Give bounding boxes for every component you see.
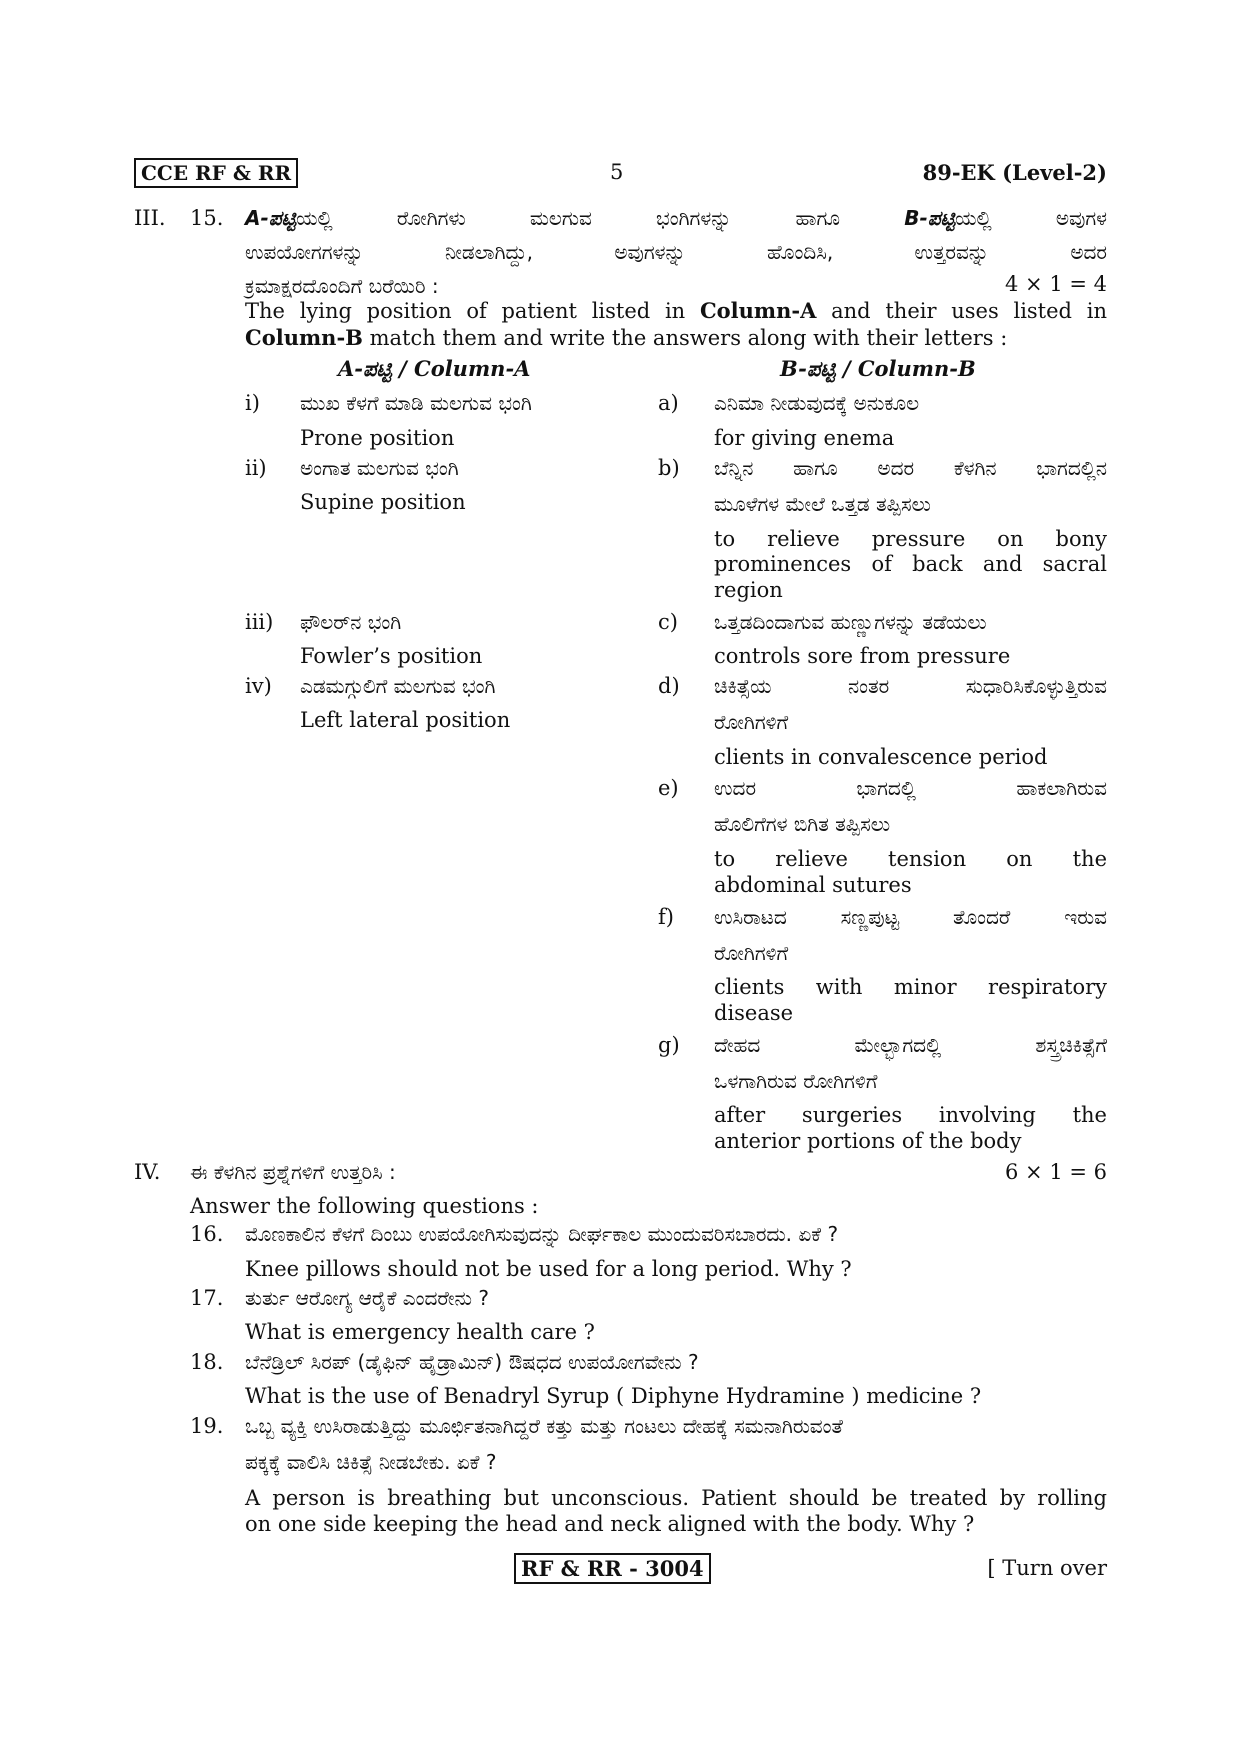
col-a-item-iii-kn: ಫೌಲರ್‌ನ ಭಂಗಿ — [300, 610, 402, 634]
col-b-item-d-kn1: ಚಿಕಿತ್ಸೆಯ ನಂತರ ಸುಧಾರಿಸಿಕೊಳ್ಳುತ್ತಿರುವ — [714, 674, 1107, 698]
col-b-label-b: b) — [658, 456, 680, 480]
q18-text-en: What is the use of Benadryl Syrup ( Diphyne Hydramine ) medicine ? — [245, 1384, 982, 1408]
q15-instruction-kn-line2: ಉಪಯೋಗಗಳನ್ನು ನೀಡಲಾಗಿದ್ದು, ಅವುಗಳನ್ನು ಹೊಂದಿಸಿ, ಉತ್ತರವನ್ನು ಅದರ — [245, 240, 1107, 264]
col-a-item-iv-kn: ಎಡಮಗ್ಗುಲಿಗೆ ಮಲಗುವ ಭಂಗಿ — [300, 674, 496, 698]
q16-text-kn: ಮೊಣಕಾಲಿನ ಕೆಳಗೆ ದಿಂಬು ಉಪಯೋಗಿಸುವುದನ್ನು ದೀರ್ಘಕಾಲ ಮುಂದುವರಿಸಬಾರದು. ಏಕೆ ? — [245, 1222, 839, 1246]
col-b-item-e-kn2: ಹೊಲಿಗೆಗಳ ಬಿಗಿತ ತಪ್ಪಿಸಲು — [714, 812, 891, 836]
col-b-item-e-kn1: ಉದರ ಭಾಗದಲ್ಲಿ ಹಾಕಲಾಗಿರುವ — [714, 776, 1107, 800]
col-b-item-g-en1: after surgeries involving the — [714, 1103, 1107, 1127]
col-a-label-iii: iii) — [245, 610, 274, 634]
q16-text-en: Knee pillows should not be used for a long period. Why ? — [245, 1257, 852, 1281]
col-b-item-e-en1: to relieve tension on the — [714, 847, 1107, 871]
col-b-item-f-kn1: ಉಸಿರಾಟದ ಸಣ್ಣಪುಟ್ಟ ತೊಂದರೆ ಇರುವ — [714, 905, 1107, 929]
col-b-item-c-en: controls sore from pressure — [714, 644, 1011, 668]
col-b-label-c: c) — [658, 610, 678, 634]
col-a-label-iv: iv) — [245, 674, 272, 698]
paper-code: 89-EK (Level-2) — [922, 160, 1107, 185]
question-number-15: 15. — [190, 206, 224, 230]
col-a-ref: A-ಪಟ್ಟಿ — [245, 206, 297, 230]
q15-instruction-en-line2: Column-B match them and write the answers along with their letters : — [245, 325, 1008, 350]
col-b-item-f-en1: clients with minor respiratory — [714, 975, 1107, 999]
question-number-19: 19. — [190, 1414, 224, 1438]
col-b-label-a: a) — [658, 391, 679, 415]
section4-instruction-en: Answer the following questions : — [190, 1194, 539, 1218]
q19-text-en2: on one side keeping the head and neck aligned with the body. Why ? — [245, 1512, 975, 1536]
footer-code-box: RF & RR - 3004 — [514, 1553, 711, 1584]
header-code-box: CCE RF & RR — [134, 158, 298, 188]
q15-instruction-en-line1: The lying position of patient listed in Column-A and their uses listed in — [245, 298, 1107, 323]
col-b-item-g-kn1: ದೇಹದ ಮೇಲ್ಭಾಗದಲ್ಲಿ ಶಸ್ತ್ರಚಿಕಿತ್ಸೆಗೆ — [714, 1033, 1107, 1057]
col-b-item-a-en: for giving enema — [714, 426, 895, 450]
col-b-item-c-kn: ಒತ್ತಡದಿಂದಾಗುವ ಹುಣ್ಣುಗಳನ್ನು ತಡೆಯಲು — [714, 610, 987, 634]
section-roman-iii: III. — [134, 206, 166, 230]
col-a-item-iv-en: Left lateral position — [300, 708, 511, 732]
col-b-item-b-en3: region — [714, 578, 783, 602]
col-a-label-ii: ii) — [245, 456, 267, 480]
col-b-label-d: d) — [658, 674, 680, 698]
col-b-label-g: g) — [658, 1033, 680, 1057]
q19-text-kn2: ಪಕ್ಕಕ್ಕೆ ವಾಲಿಸಿ ಚಿಕಿತ್ಸೆ ನೀಡಬೇಕು. ಏಕೆ ? — [245, 1450, 497, 1474]
page-number: 5 — [610, 160, 624, 184]
col-a-label-i: i) — [245, 391, 260, 415]
col-b-item-b-kn2: ಮೂಳೆಗಳ ಮೇಲೆ ಒತ್ತಡ ತಪ್ಪಿಸಲು — [714, 492, 931, 516]
q15-marks: 4 × 1 = 4 — [1005, 272, 1107, 296]
col-b-item-b-kn1: ಬೆನ್ನಿನ ಹಾಗೂ ಅದರ ಕೆಳಗಿನ ಭಾಗದಲ್ಲಿನ — [714, 456, 1107, 480]
col-a-item-ii-kn: ಅಂಗಾತ ಮಲಗುವ ಭಂಗಿ — [300, 456, 459, 480]
col-b-label-f: f) — [658, 905, 674, 929]
col-b-item-b-en1: to relieve pressure on bony — [714, 527, 1107, 551]
col-b-ref: B-ಪಟ್ಟಿ — [904, 206, 956, 230]
col-b-item-d-en: clients in convalescence period — [714, 745, 1048, 769]
col-b-item-d-kn2: ರೋಗಿಗಳಿಗೆ — [714, 710, 789, 734]
q17-text-kn: ತುರ್ತು ಆರೋಗ್ಯ ಆರೈಕೆ ಎಂದರೇನು ? — [245, 1286, 489, 1310]
col-a-item-i-kn: ಮುಖ ಕೆಳಗೆ ಮಾಡಿ ಮಲಗುವ ಭಂಗಿ — [300, 391, 532, 415]
col-b-item-f-en2: disease — [714, 1001, 794, 1025]
col-b-item-e-en2: abdominal sutures — [714, 873, 912, 897]
q18-text-kn: ಬೆನೆಡ್ರಿಲ್ ಸಿರಪ್ (ಡೈಫಿನ್ ಹೈಡ್ರಾಮಿನ್) ಔಷಧದ ಉಪಯೋಗವೇನು ? — [245, 1350, 699, 1374]
col-b-item-f-kn2: ರೋಗಿಗಳಿಗೆ — [714, 941, 789, 965]
col-a-item-iii-en: Fowler’s position — [300, 644, 483, 668]
col-a-item-ii-en: Supine position — [300, 490, 466, 514]
column-b-heading: B-ಪಟ್ಟಿ / Column-B — [780, 356, 976, 381]
q15-instruction-kn-line1: A-ಪಟ್ಟಿಯಲ್ಲಿ ರೋಗಿಗಳು ಮಲಗುವ ಭಂಗಿಗಳನ್ನು ಹಾಗೂ B-ಪಟ್ಟಿಯಲ್ಲಿ ಅವುಗಳ — [245, 206, 1108, 230]
question-number-18: 18. — [190, 1350, 224, 1374]
question-number-16: 16. — [190, 1222, 224, 1246]
section-roman-iv: IV. — [134, 1160, 161, 1184]
section4-instruction-kn: ಈ ಕೆಳಗಿನ ಪ್ರಶ್ನೆಗಳಿಗೆ ಉತ್ತರಿಸಿ : — [190, 1160, 396, 1184]
q19-text-en1: A person is breathing but unconscious. Patient should be treated by rolling — [245, 1486, 1107, 1510]
q19-text-kn1: ಒಬ್ಬ ವ್ಯಕ್ತಿ ಉಸಿರಾಡುತ್ತಿದ್ದು ಮೂರ್ಛಿತನಾಗಿದ್ದರೆ ಕತ್ತು ಮತ್ತು ಗಂಟಲು ದೇಹಕ್ಕೆ ಸಮನಾಗಿರುವಂತೆ — [245, 1414, 843, 1438]
col-b-item-g-kn2: ಒಳಗಾಗಿರುವ ರೋಗಿಗಳಿಗೆ — [714, 1069, 878, 1093]
col-b-label-e: e) — [658, 776, 679, 800]
column-a-heading: A-ಪಟ್ಟಿ / Column-A — [338, 356, 531, 381]
col-b-item-a-kn: ಎನಿಮಾ ನೀಡುವುದಕ್ಕೆ ಅನುಕೂಲ — [714, 391, 920, 415]
col-a-item-i-en: Prone position — [300, 426, 455, 450]
q15-instruction-kn-line3: ಕ್ರಮಾಕ್ಷರದೊಂದಿಗೆ ಬರೆಯಿರಿ : — [245, 274, 439, 298]
col-b-item-g-en2: anterior portions of the body — [714, 1129, 1022, 1153]
col-b-item-b-en2: prominences of back and sacral — [714, 552, 1107, 576]
q17-text-en: What is emergency health care ? — [245, 1320, 595, 1344]
section4-marks: 6 × 1 = 6 — [1005, 1160, 1107, 1184]
question-number-17: 17. — [190, 1286, 224, 1310]
turn-over-note: [ Turn over — [987, 1556, 1107, 1580]
